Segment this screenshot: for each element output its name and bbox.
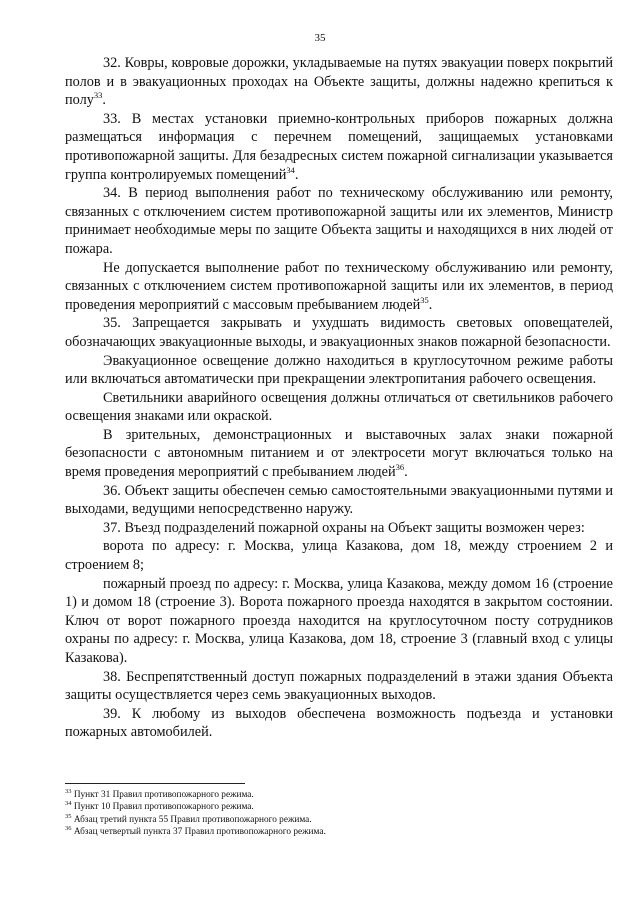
paragraph-35	[65, 314, 613, 351]
paragraph-text: 36. Объект защиты обеспечен семью самостоятельными эвакуационными путями и выходами, ведущими непосредственно наружу.	[65, 482, 613, 518]
footnote-34	[65, 801, 613, 813]
paragraph-32	[65, 54, 613, 110]
paragraph-text: Светильники аварийного освещения должны отличаться от светильников рабочего освещения знаками или окраской.	[65, 389, 613, 425]
paragraph-text: Эвакуационное освещение должно находиться в круглосуточном режиме работы или включаться автоматически при прекращении электропитания рабочего освещения.	[65, 352, 613, 388]
footnote-ref: 34	[286, 164, 295, 175]
paragraph-35-evacuation-lighting	[65, 352, 613, 389]
footnote-33	[65, 789, 613, 801]
paragraph-33	[65, 110, 613, 184]
document-body	[65, 54, 613, 742]
paragraph-tail: .	[294, 166, 299, 183]
paragraph-text: 33. В местах установки приемно-контрольных приборов пожарных должна размещаться информация с перечнем помещений, защищаемых установками противопожарной защиты. Для безадресных систем пожарной сигнализации указывается группа контролируемых помещений	[65, 110, 613, 183]
paragraph-text: 32. Ковры, ковровые дорожки, укладываемые на путях эвакуации поверх покрытий полов и в эвакуационных проходах на Объекте защиты, должны надежно крепиться к полу	[65, 55, 613, 109]
footnote-mark: 34	[65, 800, 72, 808]
footnote-text: Пункт 10 Правил противопожарного режима.	[71, 802, 254, 813]
paragraph-text: 35. Запрещается закрывать и ухудшать видимость световых оповещателей, обозначающих эвакуационные выходы, и эвакуационных знаков пожарной безопасности.	[65, 315, 613, 350]
paragraph-text: ворота по адресу: г. Москва, улица Казакова, дом 18, между строением 2 и строением 8;	[65, 538, 613, 574]
paragraph-tail: .	[428, 296, 433, 313]
footnote-ref: 35	[420, 294, 429, 305]
page-number: 35	[314, 32, 326, 44]
paragraph-tail: .	[102, 92, 106, 109]
footnote-ref: 33	[93, 90, 103, 101]
paragraph-text: 38. Беспрепятственный доступ пожарных подразделений в этажи здания Объекта защиты осуществляется через семь эвакуационных выходов.	[65, 668, 613, 704]
footnote-35	[65, 814, 613, 826]
footnotes	[65, 789, 613, 838]
footnote-ref: 36	[395, 462, 405, 473]
paragraph-37	[65, 519, 613, 538]
footnote-mark: 33	[65, 787, 72, 795]
paragraph-text: В зрительных, демонстрационных и выставочных залах знаки пожарной безопасности с автономным питанием и от электросети могут включаться только на время проведения мероприятий с пребыванием людей	[65, 426, 613, 481]
paragraph-37-fire-passage	[65, 575, 613, 668]
paragraph-34	[65, 184, 613, 258]
paragraph-text: Не допускается выполнение работ по техническому обслуживанию или ремонту, связанных с отключением систем противопожарной защиты или их элементов, в период проведения мероприятий с массовым пребыванием людей	[65, 259, 613, 313]
footnote-mark: 36	[65, 824, 72, 832]
footnote-text: Пункт 31 Правил противопожарного режима.	[71, 790, 254, 800]
paragraph-text: 37. Въезд подразделений пожарной охраны на Объект защиты возможен через:	[103, 519, 585, 536]
paragraph-35-halls	[65, 426, 613, 482]
paragraph-34-continued	[65, 259, 613, 315]
footnote-divider	[65, 783, 245, 784]
footnote-text: Абзац четвертый пункта 37 Правил противопожарного режима.	[71, 826, 326, 837]
paragraph-35-emergency-lights	[65, 389, 613, 426]
paragraph-38	[65, 668, 613, 705]
paragraph-39	[65, 705, 613, 742]
paragraph-text: 39. К любому из выходов обеспечена возможность подъезда и установки пожарных автомобилей.	[65, 705, 613, 741]
footnote-text: Абзац третий пункта 55 Правил противопожарного режима.	[71, 814, 312, 825]
paragraph-tail: .	[404, 464, 408, 481]
paragraph-37-gates	[65, 537, 613, 574]
paragraph-36	[65, 482, 613, 519]
paragraph-text: пожарный проезд по адресу: г. Москва, улица Казакова, между домом 16 (строение 1) и домом 18 (строение 3). Ворота пожарного проезда находятся в закрытом состоянии. Ключ от ворот пожарного проезда находится на круглосуточном посту сотрудников охраны по адресу: г. Москва, улица Казакова, дом 18, строение 3 (главный вход с улицы Казакова).	[65, 575, 613, 666]
footnote-36	[65, 826, 613, 838]
paragraph-text: 34. В период выполнения работ по техническому обслуживанию или ремонту, связанных с отключением систем противопожарной защиты или их элементов, Министр принимает необходимые меры по защите Объекта защиты и находящихся в них людей от пожара.	[65, 185, 613, 257]
footnote-mark: 35	[65, 812, 72, 820]
